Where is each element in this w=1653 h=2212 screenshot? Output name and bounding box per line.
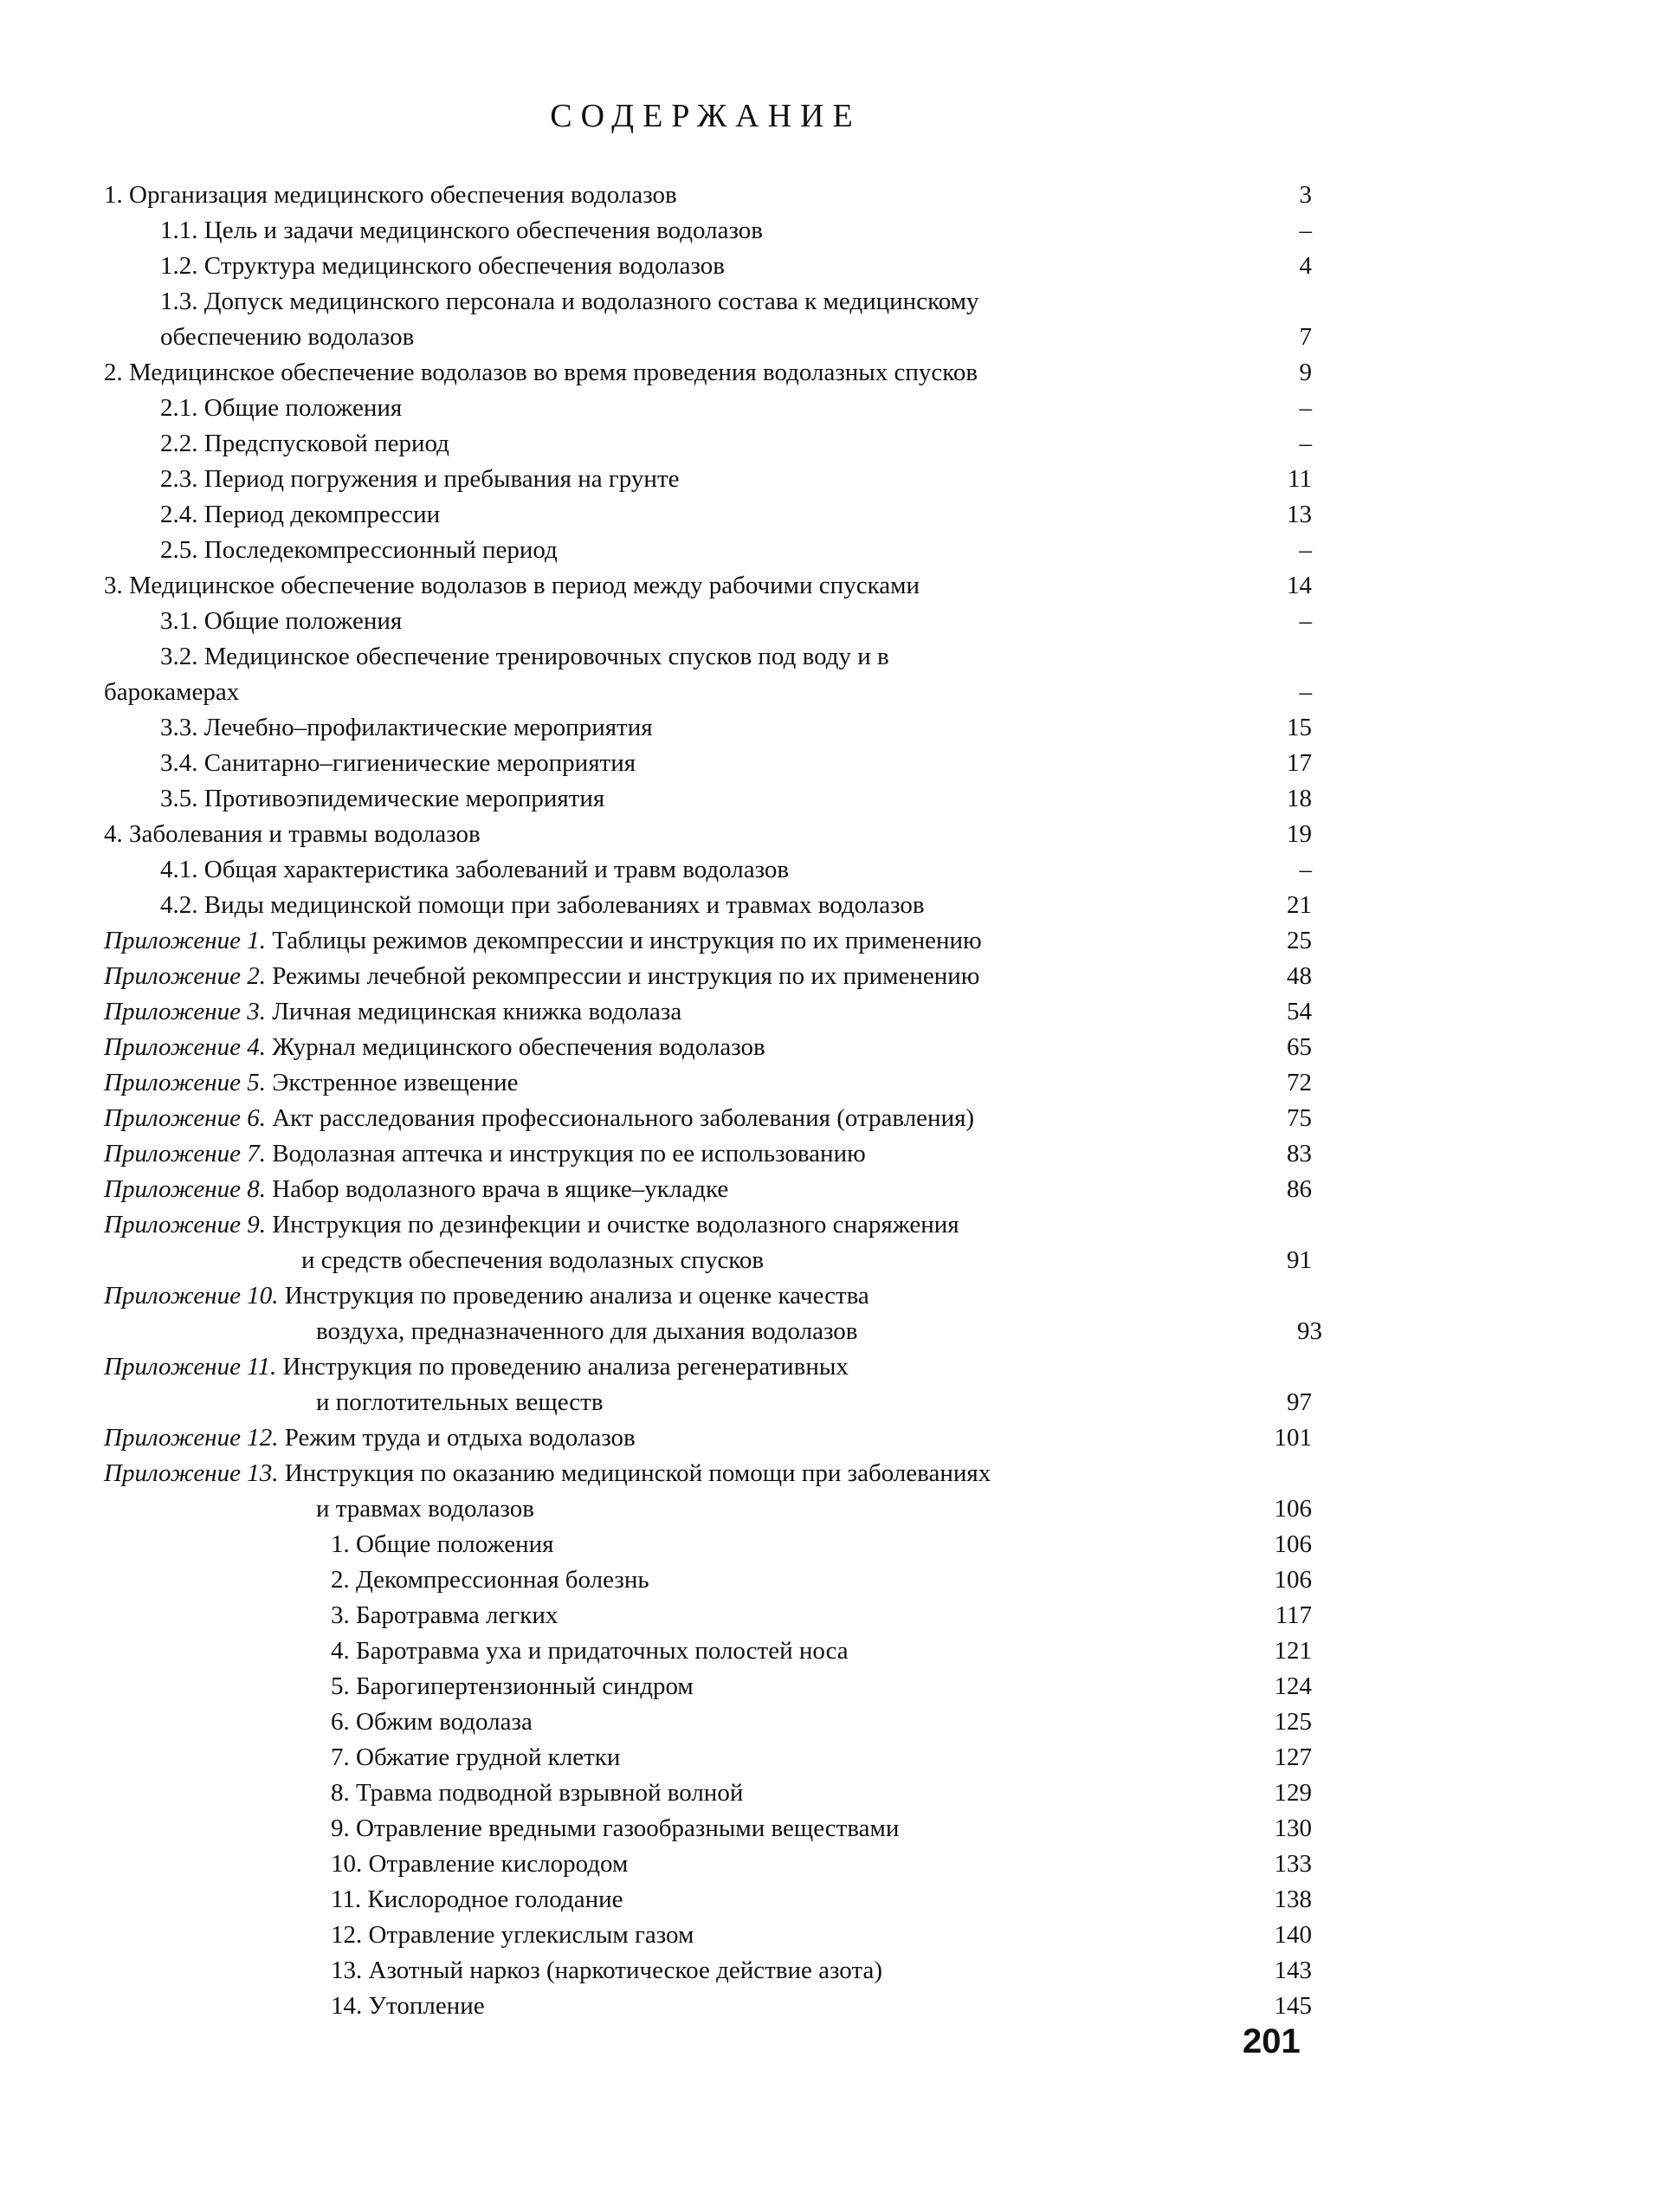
appendix-title: Личная медицинская книжка водолаза (272, 998, 682, 1025)
appendix-title: Экстренное извещение (272, 1069, 519, 1096)
toc-page-number: 86 (1287, 1175, 1312, 1203)
toc-page-number: 11 (1288, 465, 1312, 493)
toc-entry-text: 1.2. Структура медицинского обеспечения водолазов (160, 252, 726, 280)
toc-entry-text: обеспечению водолазов (160, 323, 415, 351)
toc-subitem-text: 5. Барогипертензионный синдром (331, 1672, 694, 1700)
toc-page-number: 130 (1274, 1814, 1312, 1842)
appendix-label: Приложение 12. (104, 1424, 279, 1452)
toc-subitem-text: 2. Декомпрессионная болезнь (331, 1566, 649, 1594)
toc-entry-text: 3.2. Медицинское обеспечение тренировочных спусков под воду и в (160, 643, 889, 670)
toc-entry (104, 533, 1312, 568)
toc-entry (104, 462, 1312, 497)
toc-entry (104, 675, 1312, 710)
toc-page-number: 9 (1299, 359, 1312, 386)
toc-page-number: 129 (1274, 1779, 1312, 1807)
toc-entry (104, 639, 1312, 675)
toc-page-number: – (1299, 394, 1312, 422)
appendix-title: Режимы лечебной рекомпрессии и инструкция по их применению (272, 962, 980, 990)
toc-appendix-continuation (104, 1491, 1312, 1527)
appendix-title: Инструкция по проведению анализа и оценке качества (284, 1282, 869, 1310)
appendix-label: Приложение 6. (104, 1104, 266, 1132)
toc-subitem-text: 4. Баротравма уха и придаточных полостей носа (331, 1637, 849, 1665)
appendix-title-continuation: и средств обеспечения водолазных спусков (301, 1246, 765, 1274)
toc-entry-text: 2.3. Период погружения и пребывания на грунте (160, 465, 680, 493)
toc-appendix (104, 1278, 1312, 1314)
toc-page-number: 4 (1299, 252, 1312, 280)
appendix-title: Режим труда и отдыха водолазов (284, 1424, 636, 1452)
toc-appendix (104, 1420, 1312, 1456)
appendix-label: Приложение 13. (104, 1459, 279, 1487)
toc-page-number: 75 (1287, 1104, 1312, 1132)
toc-page-number: 125 (1274, 1708, 1312, 1736)
toc-subitem (104, 1775, 1312, 1811)
toc-page-number: 97 (1287, 1388, 1312, 1416)
toc-page-number: – (1299, 217, 1312, 244)
toc-page-number: 65 (1287, 1033, 1312, 1061)
toc-subitem (104, 1562, 1312, 1598)
toc-page-number: 14 (1287, 572, 1312, 599)
appendix-label: Приложение 10. (104, 1282, 279, 1310)
toc-subitem (104, 1989, 1312, 2024)
toc-subitem (104, 1598, 1312, 1633)
toc-entry-text: 3. Медицинское обеспечение водолазов в период между рабочими спусками (104, 572, 920, 599)
toc-subitem (104, 1847, 1312, 1882)
toc-subitem (104, 1527, 1312, 1562)
toc-entry (104, 426, 1312, 462)
appendix-title: Инструкция по проведению анализа регенеративных (282, 1353, 849, 1381)
toc-page-number: 124 (1274, 1672, 1312, 1700)
toc-appendix (104, 1136, 1312, 1172)
toc-page-number: 106 (1274, 1566, 1312, 1594)
toc-entry (104, 604, 1312, 639)
toc-entry-text: 3.3. Лечебно–профилактические мероприятия (160, 714, 653, 741)
table-of-contents (104, 178, 1322, 2024)
toc-appendix (104, 959, 1312, 994)
toc-appendix (104, 1207, 1312, 1243)
page-title: СОДЕРЖАНИЕ (550, 98, 862, 134)
toc-entry (104, 746, 1312, 781)
toc-page-number: 7 (1299, 323, 1312, 351)
toc-appendix (104, 1456, 1312, 1491)
toc-entry (104, 178, 1312, 213)
appendix-title: Водолазная аптечка и инструкция по ее использованию (272, 1140, 866, 1167)
toc-entry-text: 1.3. Допуск медицинского персонала и водолазного состава к медицинскому (160, 288, 979, 315)
toc-page-number: 19 (1287, 820, 1312, 848)
toc-page-number: 17 (1287, 749, 1312, 777)
toc-appendix-continuation (104, 1243, 1312, 1278)
toc-page-number: 21 (1287, 891, 1312, 919)
toc-subitem-text: 11. Кислородное голодание (331, 1885, 623, 1913)
toc-page-number: 140 (1274, 1921, 1312, 1949)
appendix-label: Приложение 1. (104, 927, 266, 954)
toc-page-number: 54 (1287, 998, 1312, 1025)
toc-appendix (104, 1065, 1312, 1101)
toc-entry (104, 391, 1312, 426)
toc-page-number: – (1299, 536, 1312, 564)
toc-appendix (104, 1349, 1312, 1385)
toc-subitem (104, 1704, 1312, 1740)
toc-entry (104, 320, 1312, 355)
appendix-label: Приложение 8. (104, 1175, 266, 1203)
toc-page-number: 48 (1287, 962, 1312, 990)
appendix-label: Приложение 2. (104, 962, 266, 990)
toc-appendix (104, 994, 1312, 1030)
toc-subitem (104, 1669, 1312, 1704)
page-number: 201 (1243, 2022, 1301, 2060)
toc-page-number: 72 (1287, 1069, 1312, 1096)
toc-subitem-text: 3. Баротравма легких (331, 1601, 559, 1629)
toc-entry (104, 781, 1312, 817)
toc-entry-text: 3.4. Санитарно–гигиенические мероприятия (160, 749, 636, 777)
toc-entry (104, 710, 1312, 746)
toc-subitem (104, 1953, 1312, 1989)
toc-page-number: 127 (1274, 1743, 1312, 1771)
appendix-title: Журнал медицинского обеспечения водолазов (272, 1033, 765, 1061)
toc-entry (104, 213, 1312, 249)
toc-appendix (104, 1030, 1312, 1065)
toc-appendix (104, 923, 1312, 959)
toc-subitem (104, 1918, 1312, 1953)
toc-page-number: 13 (1287, 501, 1312, 528)
appendix-label: Приложение 4. (104, 1033, 266, 1061)
toc-page-number: – (1299, 856, 1312, 883)
appendix-title-continuation: и поглотительных веществ (316, 1388, 604, 1416)
toc-subitem (104, 1740, 1312, 1775)
appendix-title: Инструкция по дезинфекции и очистке водолазного снаряжения (272, 1211, 959, 1239)
toc-entry (104, 888, 1312, 923)
toc-subitem-text: 8. Травма подводной взрывной волной (331, 1779, 744, 1807)
toc-page-number: – (1299, 430, 1312, 457)
toc-entry (104, 568, 1312, 604)
toc-page-number: 3 (1299, 181, 1312, 209)
toc-entry-text: 4. Заболевания и травмы водолазов (104, 820, 481, 848)
toc-page-number: 25 (1287, 927, 1312, 954)
toc-page-number: 91 (1287, 1246, 1312, 1274)
toc-page-number: 121 (1274, 1637, 1312, 1665)
toc-page-number: – (1299, 607, 1312, 635)
toc-entry-text: 3.1. Общие положения (160, 607, 403, 635)
toc-entry-text: 3.5. Противоэпидемические мероприятия (160, 785, 605, 812)
toc-page-number: 106 (1274, 1495, 1312, 1523)
toc-subitem-text: 10. Отравление кислородом (331, 1850, 629, 1878)
appendix-title: Акт расследования профессионального заболевания (отравления) (272, 1104, 975, 1132)
toc-page-number: 145 (1274, 1992, 1312, 2020)
toc-entry-text: 2.2. Предспусковой период (160, 430, 449, 457)
toc-subitem (104, 1811, 1312, 1847)
toc-subitem-text: 6. Обжим водолаза (331, 1708, 533, 1736)
toc-entry-text: 1.1. Цель и задачи медицинского обеспечения водолазов (160, 217, 763, 244)
toc-page-number: 93 (1297, 1317, 1322, 1345)
toc-page-number: 15 (1287, 714, 1312, 741)
appendix-title: Таблицы режимов декомпрессии и инструкция по их применению (272, 927, 982, 954)
toc-page-number: 133 (1274, 1850, 1312, 1878)
toc-page-number: 83 (1287, 1140, 1312, 1167)
toc-subitem (104, 1633, 1312, 1669)
toc-entry-text: 2.5. Последекомпрессионный период (160, 536, 558, 564)
toc-appendix (104, 1101, 1312, 1136)
appendix-title-continuation: и травмах водолазов (316, 1495, 534, 1523)
appendix-title-continuation: воздуха, предназначенного для дыхания водолазов (316, 1317, 858, 1345)
toc-subitem-text: 13. Азотный наркоз (наркотическое действие азота) (331, 1957, 882, 1984)
toc-page-number: 143 (1274, 1957, 1312, 1984)
toc-subitem-text: 1. Общие положения (331, 1530, 554, 1558)
toc-subitem-text: 14. Утопление (331, 1992, 485, 2020)
appendix-label: Приложение 9. (104, 1211, 266, 1239)
toc-entry (104, 249, 1312, 284)
appendix-label: Приложение 5. (104, 1069, 266, 1096)
toc-entry-text: 4.2. Виды медицинской помощи при заболеваниях и травмах водолазов (160, 891, 925, 919)
toc-subitem (104, 1882, 1312, 1918)
toc-entry-text: 1. Организация медицинского обеспечения водолазов (104, 181, 677, 209)
toc-appendix-continuation (104, 1385, 1312, 1420)
toc-page-number: 117 (1275, 1601, 1312, 1629)
toc-entry-text: барокамерах (104, 678, 240, 706)
toc-entry (104, 497, 1312, 533)
toc-subitem-text: 12. Отравление углекислым газом (331, 1921, 694, 1949)
toc-entry (104, 817, 1312, 852)
toc-page-number: 138 (1274, 1885, 1312, 1913)
toc-page-number: 106 (1274, 1530, 1312, 1558)
appendix-title: Набор водолазного врача в ящике–укладке (272, 1175, 729, 1203)
toc-entry (104, 355, 1312, 391)
appendix-label: Приложение 7. (104, 1140, 266, 1167)
toc-page-number: 101 (1274, 1424, 1312, 1452)
toc-entry (104, 284, 1312, 320)
toc-page-number: – (1299, 678, 1312, 706)
toc-entry-text: 2.1. Общие положения (160, 394, 403, 422)
toc-subitem-text: 7. Обжатие грудной клетки (331, 1743, 621, 1771)
toc-appendix (104, 1172, 1312, 1207)
toc-subitem-text: 9. Отравление вредными газообразными веществами (331, 1814, 900, 1842)
appendix-label: Приложение 11. (104, 1353, 277, 1381)
appendix-label: Приложение 3. (104, 998, 266, 1025)
toc-entry-text: 2.4. Период декомпрессии (160, 501, 441, 528)
toc-entry-text: 2. Медицинское обеспечение водолазов во время проведения водолазных спусков (104, 359, 978, 386)
toc-entry (104, 852, 1312, 888)
toc-entry-text: 4.1. Общая характеристика заболеваний и травм водолазов (160, 856, 790, 883)
appendix-title: Инструкция по оказанию медицинской помощи при заболеваниях (284, 1459, 991, 1487)
toc-page-number: 18 (1287, 785, 1312, 812)
toc-appendix-continuation (104, 1314, 1322, 1349)
